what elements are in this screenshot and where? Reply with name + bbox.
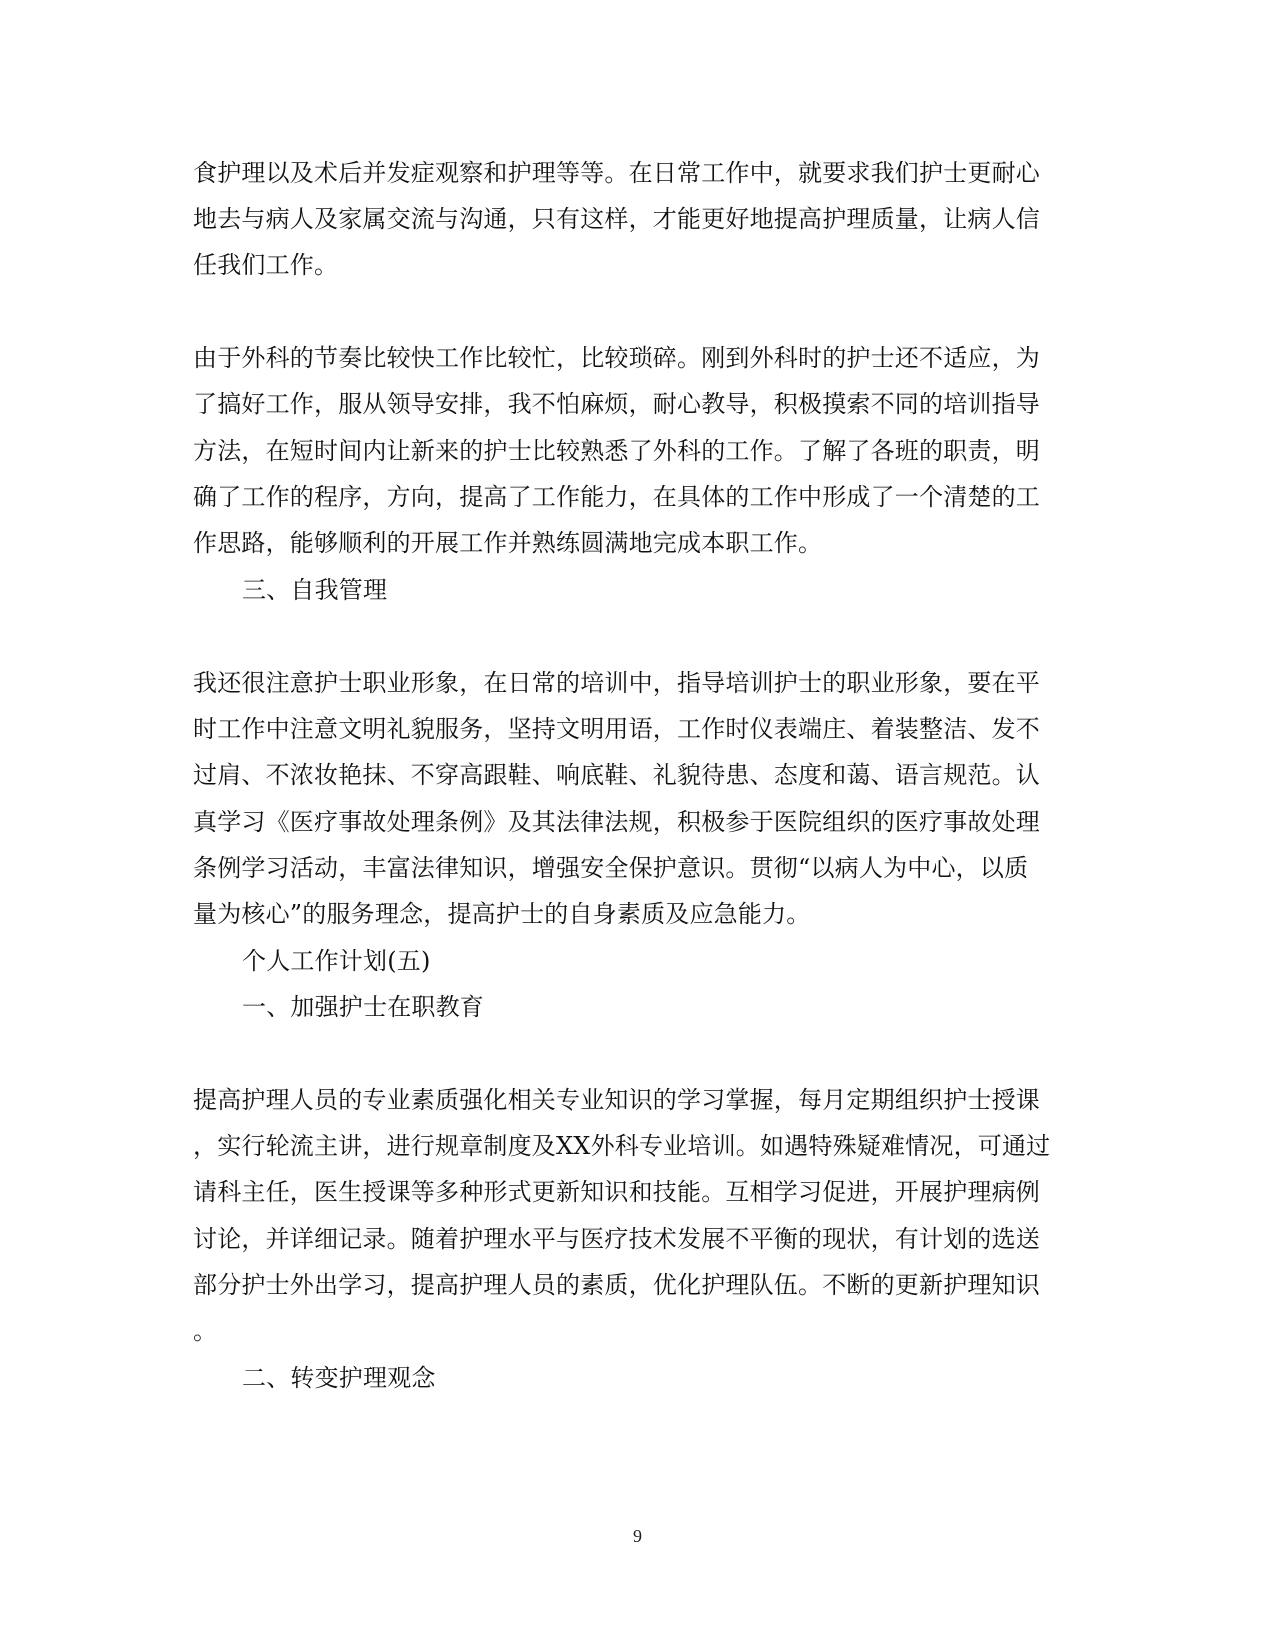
paragraph-line: 。 (193, 1317, 218, 1345)
paragraph-line: 我还很注意护士职业形象，在日常的培训中，指导培训护士的职业形象，要在平 (193, 669, 1040, 697)
section-heading: 个人工作计划(五) (242, 947, 431, 975)
paragraph-line: 时工作中注意文明礼貌服务，坚持文明用语，工作时仪表端庄、着装整洁、发不 (193, 715, 1040, 743)
paragraph-line: 地去与病人及家属交流与沟通，只有这样，才能更好地提高护理质量，让病人信 (193, 205, 1040, 233)
paragraph-line: 作思路，能够顺利的开展工作并熟练圆满地完成本职工作。 (193, 529, 823, 557)
paragraph-line: 量为核心”的服务理念，提高护士的自身素质及应急能力。 (193, 900, 811, 928)
paragraph-line: 请科主任，医生授课等多种形式更新知识和技能。互相学习促进，开展护理病例 (193, 1178, 1040, 1206)
page-number: 9 (633, 1526, 642, 1546)
paragraph-line: 真学习《医疗事故处理条例》及其法律法规，积极参于医院组织的医疗事故处理 (193, 808, 1040, 836)
paragraph-line: 方法，在短时间内让新来的护士比较熟悉了外科的工作。了解了各班的职责，明 (193, 437, 1040, 465)
paragraph-line: 讨论，并详细记录。随着护理水平与医疗技术发展不平衡的现状，有计划的选送 (193, 1225, 1040, 1253)
paragraph-line: 提高护理人员的专业素质强化相关专业知识的学习掌握，每月定期组织护士授课 (193, 1086, 1040, 1114)
paragraph-line: 任我们工作。 (193, 251, 339, 279)
paragraph-line: 部分护士外出学习，提高护理人员的素质，优化护理队伍。不断的更新护理知识 (193, 1271, 1040, 1299)
paragraph-line: 确了工作的程序，方向，提高了工作能力，在具体的工作中形成了一个清楚的工 (193, 483, 1040, 511)
paragraph-line: 了搞好工作，服从领导安排，我不怕麻烦，耐心教导，积极摸索不同的培训指导 (193, 390, 1040, 418)
paragraph-line: 食护理以及术后并发症观察和护理等等。在日常工作中，就要求我们护士更耐心 (193, 159, 1040, 187)
section-heading: 一、加强护士在职教育 (242, 993, 484, 1021)
paragraph-line: 条例学习活动，丰富法律知识，增强安全保护意识。贯彻“以病人为中心，以质 (193, 854, 1029, 882)
paragraph-line: 过肩、不浓妆艳抹、不穿高跟鞋、响底鞋、礼貌待患、态度和蔼、语言规范。认 (193, 761, 1040, 789)
section-heading: 二、转变护理观念 (242, 1364, 436, 1392)
section-heading: 三、自我管理 (242, 576, 388, 604)
paragraph-line: 由于外科的节奏比较快工作比较忙，比较琐碎。刚到外科时的护士还不适应，为 (193, 344, 1040, 372)
paragraph-line: ，实行轮流主讲，进行规章制度及XX外科专业培训。如遇特殊疑难情况，可通过 (193, 1132, 1051, 1160)
